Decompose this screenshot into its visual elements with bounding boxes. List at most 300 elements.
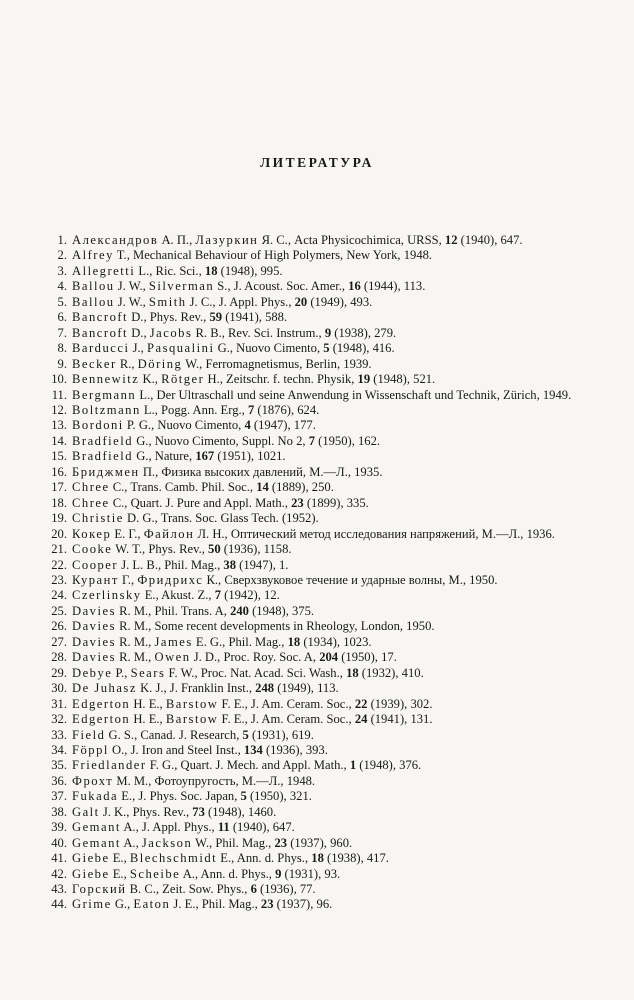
reference-number: 9. xyxy=(57,356,67,371)
reference-item xyxy=(50,480,590,495)
reference-segment: (1947), 1. xyxy=(235,557,289,572)
reference-author: Smith xyxy=(148,294,187,309)
reference-text xyxy=(72,758,590,773)
reference-segment: J., xyxy=(129,341,147,356)
reference-text xyxy=(72,279,590,294)
reference-text xyxy=(72,728,590,743)
reference-author: Sears xyxy=(130,665,166,680)
reference-item xyxy=(50,558,590,573)
reference-volume: 134 xyxy=(243,742,263,757)
reference-item xyxy=(50,357,590,372)
reference-author: Davies xyxy=(72,619,116,634)
reference-author: Föppl xyxy=(72,742,109,757)
reference-segment: F. W., Proc. Nat. Acad. Sci. Wash., xyxy=(165,665,347,680)
reference-volume: 5 xyxy=(323,341,330,356)
reference-segment: A., Ann. d. Phys., xyxy=(180,866,276,881)
reference-volume: 7 xyxy=(247,402,255,417)
reference-segment: (1949), 493. xyxy=(307,294,373,309)
reference-item xyxy=(50,573,590,588)
reference-author: Field xyxy=(72,727,106,742)
reference-item xyxy=(50,233,590,248)
reference-segment: (1940), 647. xyxy=(457,233,523,247)
reference-text xyxy=(72,681,590,696)
reference-segment: (1941), 588. xyxy=(222,310,288,325)
reference-text xyxy=(72,449,590,464)
reference-segment: (1948), 416. xyxy=(329,341,395,356)
reference-volume: 24 xyxy=(354,712,368,727)
reference-author: Davies xyxy=(72,603,116,618)
reference-segment: J. W., xyxy=(114,279,149,294)
reference-segment: (1937), 96. xyxy=(273,897,333,912)
reference-item xyxy=(50,372,590,387)
reference-volume: 5 xyxy=(240,789,247,804)
reference-segment: (1938), 279. xyxy=(331,325,397,340)
reference-author: De Juhasz xyxy=(72,681,137,696)
reference-author: Bancroft xyxy=(72,325,129,340)
reference-segment: (1938), 417. xyxy=(323,851,389,866)
reference-author: Barstow xyxy=(165,696,219,711)
reference-segment: К., Сверхзвуковое течение и ударные волны, М., 1950. xyxy=(203,572,498,587)
reference-number: 43. xyxy=(51,882,67,897)
reference-segment: C., Trans. Camb. Phil. Soc., xyxy=(109,480,257,495)
reference-segment: (1950), 162. xyxy=(314,433,381,448)
reference-segment: Я. С., Acta Physicochimica, URSS, xyxy=(258,233,445,247)
reference-author: Scheibe xyxy=(129,866,181,881)
reference-text xyxy=(72,558,590,573)
reference-volume: 59 xyxy=(209,310,223,325)
reference-number: 15. xyxy=(51,449,67,464)
reference-number: 24. xyxy=(51,588,67,603)
reference-author: Фрохт xyxy=(72,773,114,788)
reference-segment: L., Ric. Sci., xyxy=(135,263,205,278)
reference-number: 26. xyxy=(51,619,67,634)
reference-author: Cooper xyxy=(72,557,119,572)
reference-author: Blechschmidt xyxy=(129,851,218,866)
reference-item xyxy=(50,388,590,403)
reference-number: 5. xyxy=(57,294,67,309)
reference-number: 20. xyxy=(51,526,67,541)
reference-author: Bennewitz xyxy=(72,372,140,387)
reference-text xyxy=(72,573,590,588)
reference-author: Ballou xyxy=(72,294,115,309)
reference-author: Фридрихс xyxy=(137,572,204,587)
reference-segment: E., xyxy=(109,866,130,881)
reference-text xyxy=(72,805,590,820)
reference-volume: 23 xyxy=(274,835,288,850)
reference-segment: W. T., Phys. Rev., xyxy=(112,542,209,557)
reference-text xyxy=(72,248,590,263)
reference-volume: 204 xyxy=(319,650,339,665)
reference-number: 27. xyxy=(51,634,67,649)
reference-author: Курант xyxy=(72,572,119,587)
reference-segment: O., J. Iron and Steel Inst., xyxy=(108,742,244,757)
reference-item xyxy=(50,449,590,464)
reference-item xyxy=(50,310,590,325)
reference-segment: E., xyxy=(109,851,130,866)
reference-volume: 19 xyxy=(357,372,371,387)
reference-author: Кокер xyxy=(72,526,112,541)
reference-text xyxy=(72,295,590,310)
reference-segment: R. B., Rev. Sci. Instrum., xyxy=(192,325,325,340)
reference-author: Edgerton xyxy=(72,696,131,711)
reference-text xyxy=(72,604,590,619)
reference-volume: 18 xyxy=(346,665,359,680)
reference-segment: T., Mechanical Behaviour of High Polymers, New York, 1948. xyxy=(113,248,433,263)
reference-segment: C., Quart. J. Pure and Appl. Math., xyxy=(109,495,292,510)
reference-item xyxy=(50,341,590,356)
reference-number: 2. xyxy=(57,248,67,263)
reference-text xyxy=(72,789,590,804)
reference-author: Pasqualini xyxy=(146,341,215,356)
reference-number: 40. xyxy=(51,835,67,850)
reference-segment: П., Физика высоких давлений, М.—Л., 1935. xyxy=(139,464,383,479)
reference-volume: 5 xyxy=(242,727,249,742)
reference-item xyxy=(50,465,590,480)
reference-segment: (1936), 1158. xyxy=(220,542,292,557)
reference-segment: (1940), 647. xyxy=(229,820,295,835)
reference-author: Fukada xyxy=(72,789,119,804)
reference-author: Davies xyxy=(72,650,116,665)
reference-text xyxy=(72,619,590,634)
reference-segment: М. М., Фотоупругость, М.—Л., 1948. xyxy=(113,773,316,788)
reference-author: Jacobs xyxy=(149,325,193,340)
reference-text xyxy=(72,712,590,727)
reference-number: 12. xyxy=(51,402,67,417)
reference-author: Chree xyxy=(72,480,110,495)
reference-volume: 18 xyxy=(311,851,324,866)
reference-number: 34. xyxy=(51,742,67,757)
reference-number: 7. xyxy=(57,325,67,340)
reference-number: 11. xyxy=(51,387,67,402)
reference-text xyxy=(72,388,590,403)
reference-number: 23. xyxy=(51,572,67,587)
reference-volume: 18 xyxy=(287,634,301,649)
reference-number: 14. xyxy=(51,433,67,448)
reference-segment: P., xyxy=(112,665,131,680)
reference-item xyxy=(50,279,590,294)
reference-segment: (1939), 302. xyxy=(367,696,433,711)
reference-segment: (1947), 177. xyxy=(250,418,316,433)
reference-author: Davies xyxy=(72,634,116,649)
reference-item xyxy=(50,758,590,773)
reference-number: 36. xyxy=(51,773,67,788)
reference-segment: R. M., xyxy=(115,650,155,665)
reference-author: Jackson xyxy=(141,835,193,850)
reference-volume: 12 xyxy=(444,233,458,247)
reference-number: 30. xyxy=(51,681,67,696)
reference-item xyxy=(50,666,590,681)
reference-author: Bradfield xyxy=(72,449,134,464)
reference-segment: Г., xyxy=(118,572,138,587)
reference-item xyxy=(50,635,590,650)
reference-item xyxy=(50,650,590,665)
reference-item xyxy=(50,619,590,634)
reference-number: 42. xyxy=(51,866,67,881)
reference-segment: D. G., Trans. Soc. Glass Tech. (1952). xyxy=(123,511,319,526)
reference-text xyxy=(72,542,590,557)
reference-segment: (1876), 624. xyxy=(254,402,320,417)
reference-author: Rötger xyxy=(161,372,205,387)
reference-volume: 4 xyxy=(244,418,251,433)
reference-author: Czerlinsky xyxy=(72,588,142,603)
reference-item xyxy=(50,789,590,804)
reference-text xyxy=(72,264,590,279)
reference-volume: 14 xyxy=(256,480,269,495)
reference-author: Cooke xyxy=(72,542,113,557)
reference-text xyxy=(72,882,590,897)
reference-item xyxy=(50,743,590,758)
reference-segment: J. D., Proc. Roy. Soc. A, xyxy=(190,650,320,665)
reference-segment: (1948), 1460. xyxy=(204,804,277,819)
reference-volume: 50 xyxy=(208,542,221,557)
reference-segment: F. E., J. Am. Ceram. Soc., xyxy=(218,696,355,711)
reference-item xyxy=(50,728,590,743)
reference-text xyxy=(72,867,590,882)
reference-segment: J. L. B., Phil. Mag., xyxy=(118,557,224,572)
reference-item xyxy=(50,434,590,449)
reference-text xyxy=(72,480,590,495)
reference-item xyxy=(50,588,590,603)
reference-author: Boltzmann xyxy=(72,402,141,417)
reference-volume: 16 xyxy=(348,279,361,294)
reference-segment: G., Nuovo Cimento, Suppl. No 2, xyxy=(133,433,309,448)
reference-item xyxy=(50,712,590,727)
reference-text xyxy=(72,496,590,511)
reference-author: Barducci xyxy=(72,341,130,356)
reference-text xyxy=(72,372,590,387)
reference-author: Giebe xyxy=(72,851,110,866)
reference-item xyxy=(50,264,590,279)
reference-segment: В. С., Zeit. Sow. Phys., xyxy=(126,882,251,897)
reference-item xyxy=(50,681,590,696)
reference-author: Gemant xyxy=(72,835,121,850)
reference-number: 16. xyxy=(51,464,67,479)
reference-volume: 240 xyxy=(230,603,249,618)
reference-segment: (1936), 77. xyxy=(256,882,316,897)
reference-text xyxy=(72,418,590,433)
reference-segment: J. K., Phys. Rev., xyxy=(99,804,193,819)
reference-author: Galt xyxy=(72,804,100,819)
reference-segment: (1950), 321. xyxy=(246,789,312,804)
reference-segment: R., xyxy=(116,356,138,371)
reference-number: 35. xyxy=(51,758,67,773)
reference-item xyxy=(50,542,590,557)
reference-text xyxy=(72,851,590,866)
reference-segment: (1944), 113. xyxy=(360,279,426,294)
reference-segment: (1934), 1023. xyxy=(300,634,372,649)
reference-number: 1. xyxy=(57,233,67,247)
reference-segment: J. C., J. Appl. Phys., xyxy=(186,294,295,309)
reference-author: Friedlander xyxy=(72,758,147,773)
reference-item xyxy=(50,527,590,542)
reference-text xyxy=(72,774,590,789)
reference-number: 31. xyxy=(51,696,67,711)
reference-number: 13. xyxy=(51,418,67,433)
reference-author: Лазуркин xyxy=(195,233,259,247)
reference-segment: (1950), 17. xyxy=(338,650,397,665)
reference-number: 4. xyxy=(57,279,67,294)
reference-number: 44. xyxy=(51,897,67,912)
reference-text xyxy=(72,326,590,341)
reference-item xyxy=(50,697,590,712)
reference-number: 39. xyxy=(51,820,67,835)
reference-segment: W., Phil. Mag., xyxy=(192,835,275,850)
reference-segment: L., Der Ultraschall und seine Anwendung in Wissenschaft und Technik, Zürich, 1949. xyxy=(136,387,572,402)
reference-volume: 7 xyxy=(308,433,315,448)
reference-volume: 7 xyxy=(214,588,221,603)
reference-volume: 248 xyxy=(255,681,275,696)
reference-text xyxy=(72,465,590,480)
reference-author: Grime xyxy=(72,897,112,912)
reference-number: 8. xyxy=(57,341,67,356)
reference-segment: (1937), 960. xyxy=(287,835,353,850)
reference-segment: K. J., J. Franklin Inst., xyxy=(136,681,256,696)
reference-text xyxy=(72,434,590,449)
reference-list xyxy=(50,233,590,913)
reference-item xyxy=(50,418,590,433)
reference-number: 17. xyxy=(51,480,67,495)
reference-text xyxy=(72,341,590,356)
reference-volume: 23 xyxy=(291,495,304,510)
reference-item xyxy=(50,248,590,263)
reference-item xyxy=(50,897,590,912)
reference-segment: (1942), 12. xyxy=(221,588,280,603)
reference-number: 33. xyxy=(51,727,67,742)
reference-item xyxy=(50,820,590,835)
reference-item xyxy=(50,604,590,619)
reference-volume: 9 xyxy=(275,866,282,881)
reference-volume: 38 xyxy=(223,557,236,572)
reference-volume: 1 xyxy=(349,758,357,773)
reference-author: Barstow xyxy=(165,712,219,727)
reference-item xyxy=(50,867,590,882)
reference-item xyxy=(50,851,590,866)
reference-author: Christie xyxy=(72,511,124,526)
reference-author: Edgerton xyxy=(72,712,131,727)
reference-author: Becker xyxy=(72,356,117,371)
reference-text xyxy=(72,310,590,325)
reference-segment: G., xyxy=(111,897,134,912)
reference-segment: G. S., Canad. J. Research, xyxy=(105,727,243,742)
reference-number: 10. xyxy=(51,372,67,387)
reference-item xyxy=(50,511,590,526)
reference-segment: H. E., xyxy=(130,696,166,711)
reference-author: Owen xyxy=(154,650,191,665)
reference-author: Bancroft xyxy=(72,310,129,325)
reference-segment: (1931), 619. xyxy=(248,727,314,742)
reference-segment: J. E., Phil. Mag., xyxy=(170,897,261,912)
reference-author: Chree xyxy=(72,495,110,510)
reference-segment: (1941), 131. xyxy=(367,712,433,727)
reference-number: 25. xyxy=(51,603,67,618)
reference-segment: S., J. Acoust. Soc. Amer., xyxy=(214,279,349,294)
reference-segment: E., Ann. d. Phys., xyxy=(217,851,312,866)
reference-author: Бриджмен xyxy=(72,464,140,479)
reference-author: Alfrey xyxy=(72,248,114,263)
reference-segment: W., Ferromagnetismus, Berlin, 1939. xyxy=(182,356,372,371)
reference-segment: L., Pogg. Ann. Erg., xyxy=(140,402,248,417)
reference-segment: (1948), 995. xyxy=(217,263,283,278)
reference-segment: (1951), 1021. xyxy=(214,449,286,464)
reference-author: Александров xyxy=(72,233,159,247)
reference-segment: (1948), 376. xyxy=(356,758,422,773)
reference-segment: H. E., xyxy=(130,712,166,727)
reference-text xyxy=(72,635,590,650)
reference-segment: A., xyxy=(120,835,142,850)
reference-volume: 73 xyxy=(192,804,205,819)
reference-segment: G., Nuovo Cimento, xyxy=(214,341,324,356)
reference-author: Eaton xyxy=(133,897,171,912)
reference-segment: Л. Н., Оптический метод исследования напряжений, М.—Л., 1936. xyxy=(194,526,555,541)
reference-text xyxy=(72,666,590,681)
reference-text xyxy=(72,650,590,665)
reference-number: 32. xyxy=(51,712,67,727)
reference-text xyxy=(72,527,590,542)
reference-volume: 6 xyxy=(250,882,257,897)
reference-segment: F. E., J. Am. Ceram. Soc., xyxy=(218,712,355,727)
reference-author: Gemant xyxy=(72,820,121,835)
reference-author: Bradfield xyxy=(72,433,134,448)
reference-number: 41. xyxy=(51,851,67,866)
reference-author: Bergmann xyxy=(72,387,137,402)
reference-segment: (1948), 375. xyxy=(248,603,315,618)
reference-number: 29. xyxy=(51,665,67,680)
reference-volume: 167 xyxy=(195,449,215,464)
reference-segment: P. G., Nuovo Cimento, xyxy=(123,418,245,433)
reference-segment: K., xyxy=(139,372,162,387)
reference-volume: 11 xyxy=(217,820,230,835)
reference-text xyxy=(72,588,590,603)
reference-segment: R. M., Phil. Trans. A, xyxy=(115,603,231,618)
reference-segment: (1948), 521. xyxy=(370,372,436,387)
reference-number: 21. xyxy=(51,542,67,557)
reference-segment: R. M., xyxy=(115,634,155,649)
reference-text xyxy=(72,511,590,526)
reference-segment: (1931), 93. xyxy=(281,866,341,881)
reference-segment: E., Akust. Z., xyxy=(141,588,215,603)
reference-number: 19. xyxy=(51,511,67,526)
reference-number: 38. xyxy=(51,804,67,819)
reference-segment: D., xyxy=(128,325,150,340)
reference-text xyxy=(72,897,590,912)
page-title: ЛИТЕРАТУРА xyxy=(260,155,374,170)
reference-segment: H., Zeitschr. f. techn. Physik, xyxy=(204,372,358,387)
reference-item xyxy=(50,774,590,789)
reference-text xyxy=(72,357,590,372)
reference-item xyxy=(50,496,590,511)
reference-author: Allegretti xyxy=(72,263,136,278)
reference-segment: (1899), 335. xyxy=(303,495,369,510)
reference-text xyxy=(72,743,590,758)
reference-number: 3. xyxy=(57,263,67,278)
reference-item xyxy=(50,326,590,341)
reference-author: Döring xyxy=(137,356,183,371)
reference-volume: 23 xyxy=(260,897,274,912)
reference-author: Ballou xyxy=(72,279,115,294)
reference-segment: (1936), 393. xyxy=(262,742,328,757)
reference-segment: (1889), 250. xyxy=(268,480,334,495)
reference-text xyxy=(72,820,590,835)
reference-text xyxy=(72,836,590,851)
reference-author: Giebe xyxy=(72,866,110,881)
reference-author: Файлон xyxy=(143,526,195,541)
reference-item xyxy=(50,805,590,820)
reference-segment: J. W., xyxy=(114,294,149,309)
reference-segment: F. G., Quart. J. Mech. and Appl. Math., xyxy=(146,758,350,773)
reference-segment: (1949), 113. xyxy=(274,681,339,696)
reference-number: 22. xyxy=(51,557,67,572)
reference-segment: D., Phys. Rev., xyxy=(128,310,210,325)
